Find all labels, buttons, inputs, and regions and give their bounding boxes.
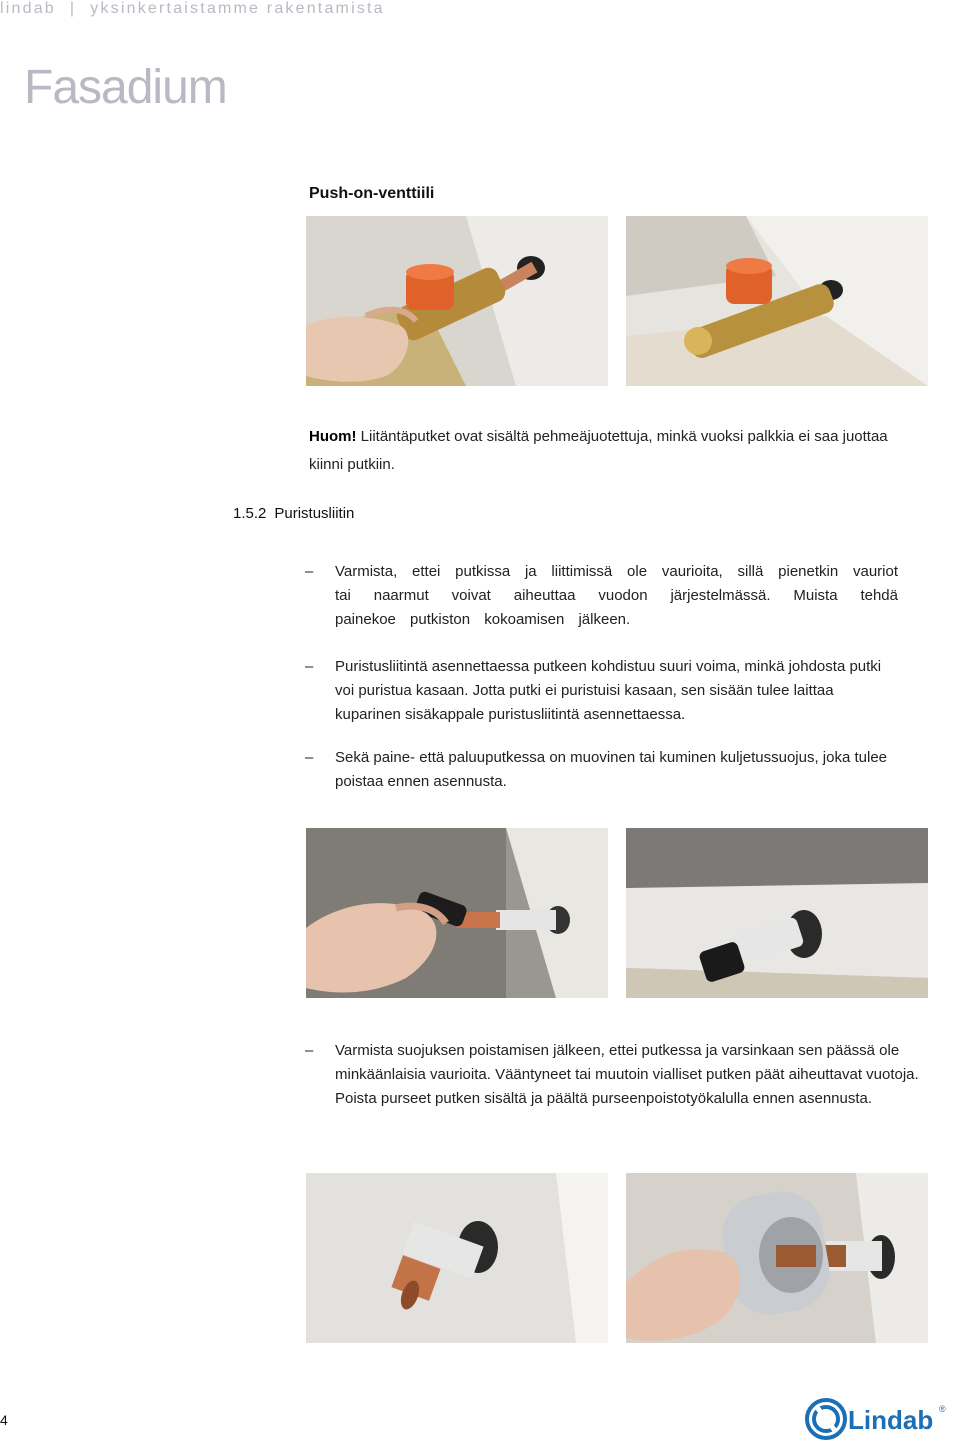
subsection-title: Puristusliitin [274, 505, 355, 522]
logo-text: Lindab [848, 1405, 934, 1435]
running-header [0, 0, 385, 18]
bullet-dash: – [305, 1042, 314, 1059]
note-paragraph [309, 423, 909, 479]
bullet-item [305, 746, 898, 794]
bullet-item [305, 1039, 960, 1111]
page-title: Fasadium [24, 61, 227, 114]
photo-deburring-tool [626, 1173, 928, 1343]
logo-registered-mark: ® [939, 1404, 946, 1414]
photo-valve-in-hand [306, 216, 608, 386]
section-heading: Push-on-venttiili [309, 185, 435, 202]
subsection-heading [233, 505, 354, 522]
bullet-dash: – [305, 658, 314, 675]
bullet-text: Sekä paine- että paluuputkessa on muovinen tai kuminen kuljetussuojus, joka tulee poistaa ennen asennusta. [335, 749, 888, 790]
bullet-text: Puristusliitintä asennettaessa putkeen kohdistuu suuri voima, minkä johdosta putki voi puristua kasaan. Jotta putki ei puristuisi kasaan, sen sisään tulee laittaa kuparinen sisäkappale puristusliitintä asennettaessa. [335, 658, 882, 723]
photo-pipe-cap-removal [306, 828, 608, 998]
lindab-logo [804, 1396, 950, 1442]
bullet-dash: – [305, 749, 314, 766]
bullet-item [305, 560, 898, 632]
header-tagline: yksinkertaistamme rakentamista [90, 0, 385, 17]
bullet-dash: – [305, 563, 314, 580]
note-text: Liitäntäputket ovat sisältä pehmeäjuotettuja, minkä vuoksi palkkia ei saa juottaa kiinni putkiin. [309, 428, 888, 473]
note-label: Huom! [309, 428, 357, 445]
bullet-item [305, 655, 898, 727]
photo-valve-installed [626, 216, 928, 386]
page-number: 4 [0, 1412, 8, 1428]
header-separator: | [69, 0, 77, 17]
subsection-number: 1.5.2 [233, 505, 267, 522]
photo-pipe-with-cap [626, 828, 928, 998]
bullet-text: Varmista, ettei putkissa ja liittimissä ole vaurioita, sillä pienetkin vauriot tai naarmut voivat aiheuttaa vuodon järjestelmässä. Muista tehdä painekoe putkiston kokoamisen jälkeen. [335, 563, 898, 628]
bullet-text: Varmista suojuksen poistamisen jälkeen, ettei putkessa ja varsinkaan sen päässä ole minkäänlaisia vaurioita. Vääntyneet tai muutoin vialliset putken päät aiheuttavat vuotoja. Poista purseet putken sisältä ja päältä purseenpoistotyökalulla ennen asennusta. [335, 1042, 919, 1107]
photo-pipe-end [306, 1173, 608, 1343]
lindab-logo-icon [804, 1396, 950, 1442]
header-brand: lindab [0, 0, 56, 17]
